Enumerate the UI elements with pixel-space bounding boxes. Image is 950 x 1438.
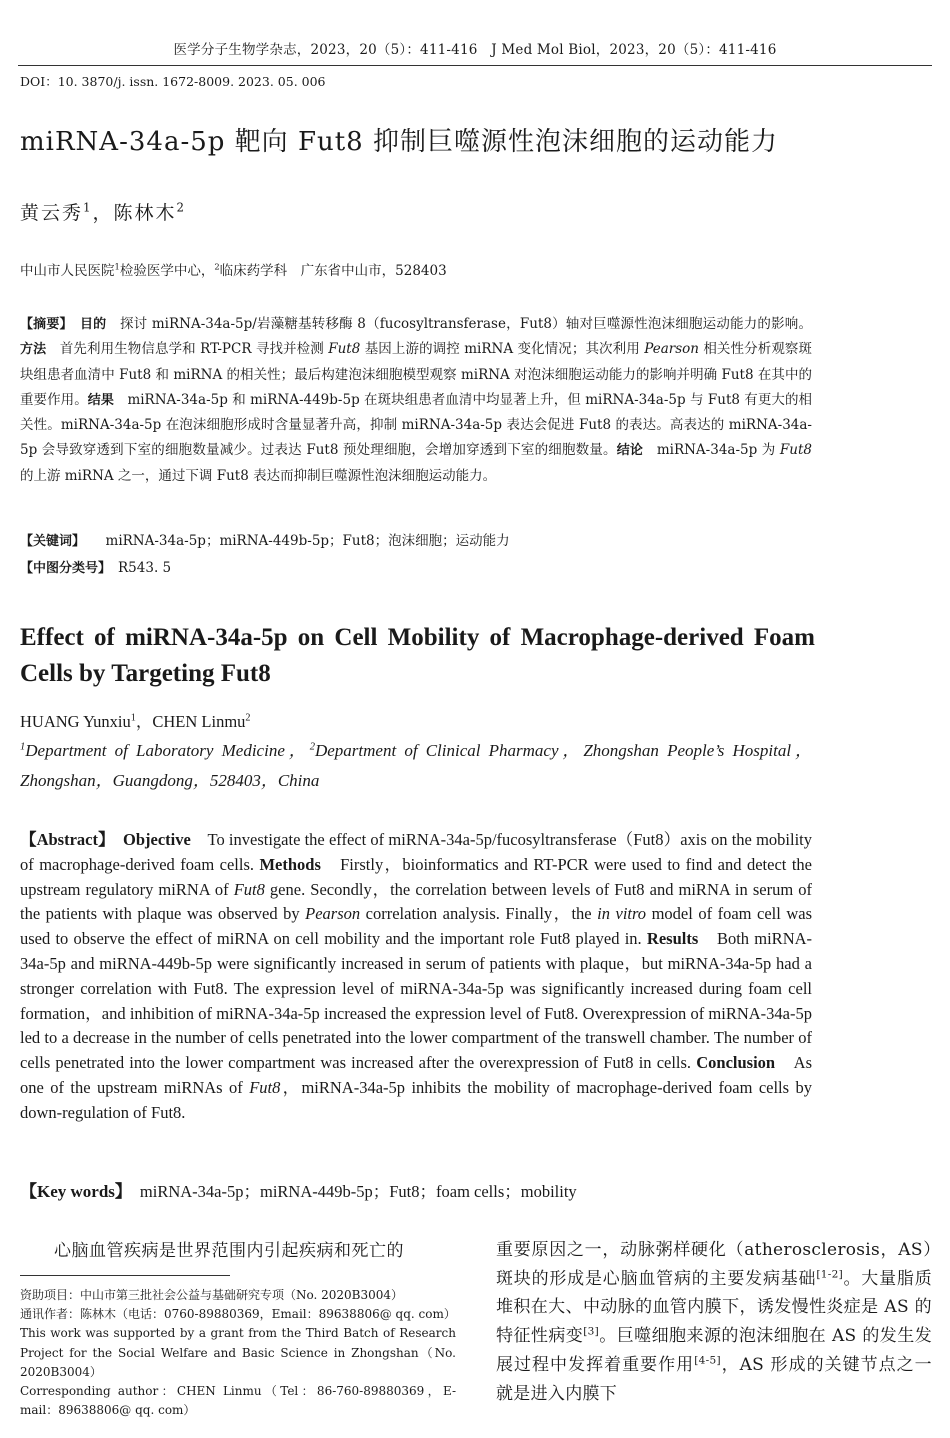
keywords-cn-label: 【关键词】 [20, 534, 79, 549]
author-en-1: HUANG Yunxiu [20, 712, 131, 731]
author-en-2-sup: 2 [245, 712, 251, 724]
author-en-1-sup: 1 [130, 712, 136, 724]
methods-cn-text-c: 相关性分析观察斑块组患者血清中 Fut8 和 miRNA 的相关性；最后构建泡沫细胞模型观察 miRNA 对泡沫细胞运动能力的影响并明确 Fut8 在其中的重要作用。 [20, 341, 813, 408]
affiliation-cn-sup1: 1 [114, 261, 120, 272]
classification-cn-value: R543. 5 [118, 560, 172, 576]
keywords-en-value: miRNA-34a-5p；miRNA-449b-5p；Fut8；foam cells；mobility [139, 1182, 577, 1201]
methods-cn-pearson: Pearson [644, 341, 699, 358]
authors-en [20, 708, 251, 732]
keywords-cn [20, 529, 510, 549]
footnote-corresponding-en: Corresponding author：CHEN Linmu（Tel：86-760-89880369，E-mail：89638806@ qq. com） [20, 1384, 456, 1418]
methods-en-invitro: in vitro [597, 904, 647, 924]
methods-cn-label: 方法 [20, 342, 47, 358]
conclusion-cn-label: 结论 [616, 443, 644, 459]
results-cn-label: 结果 [87, 392, 114, 408]
abstract-en [20, 828, 812, 1126]
methods-en-text-d: model of foam cell was used to observe the effect of miRNA on cell mobility and the important role Fut8 played in. [20, 904, 812, 949]
methods-en-text-c: correlation analysis. Finally，the [360, 904, 598, 924]
methods-en-gene: Fut8 [233, 879, 265, 899]
affiliation-en [20, 736, 812, 796]
objective-cn-text: 探讨 miRNA-34a-5p/岩藻糖基转移酶 8（fucosyltransferase，Fut8）轴对巨噬源性泡沫细胞运动能力的影响。 [120, 316, 812, 332]
author-cn-2: 陈林木 [113, 202, 177, 224]
author-en-separator: ， [135, 712, 153, 731]
title-cn: miRNA-34a-5p 靶向 Fut8 抑制巨噬源性泡沫细胞的运动能力 [20, 127, 778, 157]
methods-cn-text-b: 基因上游的调控 miRNA 变化情况；其次利用 [360, 341, 645, 358]
methods-en-text-a: Firstly，bioinformatics and RT-PCR were used to find and detect the upstream regulatory miRNA of [20, 854, 812, 899]
conclusion-en-text-a: As one of the upstream miRNAs of [20, 1053, 813, 1097]
results-en-text: Both miRNA-34a-5p and miRNA-449b-5p were significantly increased in serum of patients with plaque，but miRNA-34a-5p had a stronger correlation with Fut8. The expression level of miRNA-34a-5p was significantly increased during foam cell formation，and inhibition of miRNA-34a-5p increased the expression level of Fut8. Overexpression of miRNA-34a-5p led to a decrease in the number of cells penetrated into the lower compartment of the transwell chamber. The number of cells penetrated into the lower compartment was increased after the overexpression of Fut8 in cells. [20, 929, 813, 1073]
affiliation-cn-hospital: 中山市人民医院 [20, 263, 115, 279]
conclusion-en-label: Conclusion [696, 1053, 776, 1073]
affiliation-cn [20, 259, 447, 279]
methods-en-pearson: Pearson [305, 904, 361, 924]
footnote-rule [20, 1275, 230, 1276]
author-en-2: CHEN Linmu [152, 712, 246, 731]
affiliation-cn-dept1: 检验医学中心， [119, 263, 215, 279]
keywords-cn-value: miRNA-34a-5p；miRNA-449b-5p；Fut8；泡沫细胞；运动能力 [105, 533, 510, 549]
conclusion-cn-gene: Fut8 [779, 442, 812, 459]
body-right-text-c: 。巨噬细胞来源的泡沫细胞在 AS 的发生发展过程中发挥着重要作用 [496, 1326, 933, 1375]
footnote-funding-cn: 资助项目：中山市第三批社会公益与基础研究专项（No. 2020B3004） [20, 1288, 404, 1302]
affiliation-en-sup2: 2 [309, 741, 315, 753]
affiliation-en-dept1: Department of Laboratory Medicine， [25, 741, 310, 760]
classification-cn [20, 556, 171, 576]
abstract-en-label: 【Abstract】 [20, 830, 107, 849]
footnote [20, 1286, 456, 1420]
affiliation-en-sup1: 1 [20, 741, 26, 753]
results-en-label: Results [646, 929, 699, 949]
author-cn-2-sup: 2 [176, 200, 187, 215]
conclusion-cn-text-a: miRNA-34a-5p 为 [656, 442, 780, 459]
body-right-text-b: 。大量脂质堆积在大、中动脉的血管内膜下，诱发慢性炎症是 AS 的特征性病变 [496, 1268, 932, 1347]
methods-cn-text-a: 首先利用生物信息学和 RT-PCR 寻找并检测 [59, 341, 329, 358]
affiliation-cn-sup2: 2 [214, 261, 220, 272]
results-cn-text: miRNA-34a-5p 和 miRNA-449b-5p 在斑块组患者血清中均显著上升，但 miRNA-34a-5p 与 Fut8 有更大的相关性。miRNA-34a-5p 在泡沫细胞形成时含量显著升高，抑制 miRNA-34a-5p 表达会促进 Fut8 的表达。高表达的 miRNA-34a-5p 会导致穿透到下室的细胞数量减少。过表达 Fut8 预处理细胞，会增加穿透到下室的细胞数量。 [20, 391, 813, 459]
conclusion-en-gene: Fut8 [249, 1077, 281, 1097]
author-separator: ， [92, 202, 114, 224]
keywords-en [20, 1177, 577, 1202]
methods-en-label: Methods [259, 854, 321, 874]
citation-3[interactable]: [3] [583, 1325, 600, 1338]
conclusion-cn-text-b: 的上游 miRNA 之一，通过下调 Fut8 表达而抑制巨噬源性泡沫细胞运动能力。 [20, 467, 497, 484]
body-left-paragraph: 心脑血管疾病是世界范围内引起疾病和死亡的 [54, 1241, 404, 1261]
footnote-funding-en: This work was supported by a grant from the Third Batch of Research Project for the Social Welfare and Basic Science in Zhongshan（No. 2020B3004） [20, 1326, 456, 1379]
abstract-cn [20, 312, 812, 489]
body-right-paragraph [496, 1236, 932, 1408]
abstract-cn-label: 【摘要】 [20, 317, 67, 332]
methods-en-text-b: gene. Secondly，the correlation between levels of Fut8 and miRNA in serum of the patients with plaque was observed by [20, 879, 812, 924]
authors-cn [20, 198, 186, 225]
methods-cn-gene: Fut8 [328, 341, 361, 358]
objective-en-label: Objective [123, 830, 191, 849]
footnote-corresponding-cn: 通讯作者：陈林木（电话：0760-89880369，Email：89638806@ qq. com） [20, 1307, 456, 1322]
title-en: Effect of miRNA-34a-5p on Cell Mobility of Macrophage-derived Foam Cells by Targeting Fut8 [20, 624, 815, 687]
author-cn-1-sup: 1 [83, 200, 93, 215]
affiliation-cn-dept2: 临床药学科 广东省中山市，528403 [219, 263, 447, 279]
affiliation-en-dept2: Department of Clinical Pharmacy，Zhongshan People’s Hospital，Zhongshan，Guangdong，528403，China [20, 741, 812, 790]
header-rule [18, 65, 932, 66]
objective-cn-label: 目的 [79, 317, 107, 332]
objective-en-text: To investigate the effect of miRNA-34a-5p/fucosyltransferase（Fut8）axis on the mobility of macrophage-derived foam cells. [20, 830, 813, 874]
classification-cn-label: 【中图分类号】 [20, 561, 105, 576]
author-cn-1: 黄云秀 [20, 202, 84, 224]
running-header: 医学分子生物学杂志，2023，20（5）：411-416 J Med Mol Biol，2023，20（5）：411-416 [173, 42, 777, 58]
doi: DOI：10. 3870/j. issn. 1672-8009. 2023. 05. 006 [20, 74, 326, 89]
body-right-text-d: ，AS 形成的关键节点之一就是进入内膜下 [496, 1354, 932, 1404]
keywords-en-label: 【Key words】 [20, 1182, 124, 1201]
citation-1-2[interactable]: [1-2] [816, 1268, 844, 1281]
citation-4-5[interactable]: [4-5] [694, 1354, 721, 1367]
conclusion-en-text-b: ，miRNA-34a-5p inhibits the mobility of macrophage-derived foam cells by down-regulation of Fut8. [20, 1077, 812, 1122]
body-right-text-a: 重要原因之一，动脉粥样硬化（atherosclerosis，AS）斑块的形成是心脑血管病的主要发病基础 [496, 1240, 932, 1289]
